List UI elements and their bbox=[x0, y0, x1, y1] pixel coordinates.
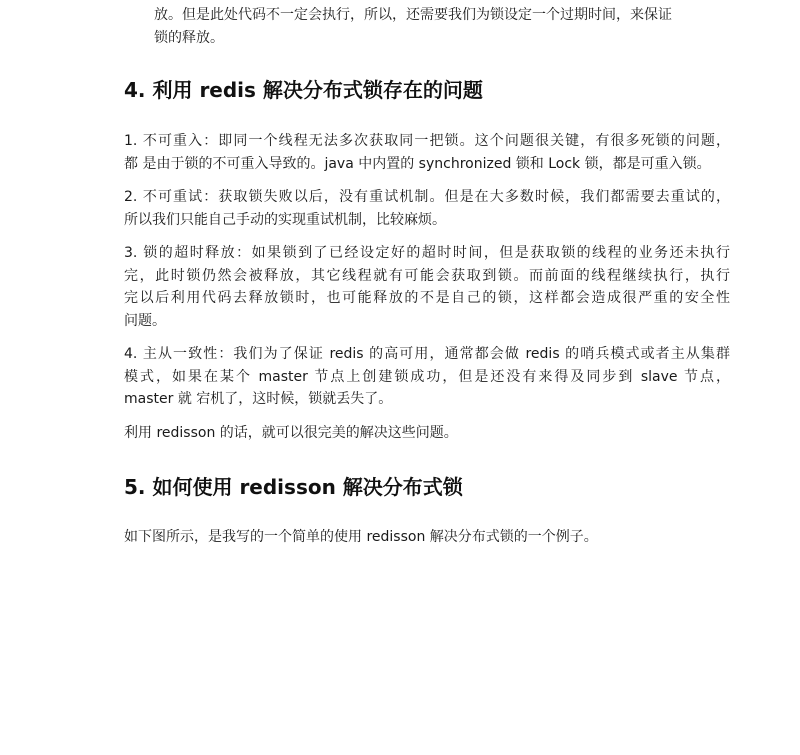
issue-line: 完，此时锁仍然会被释放，其它线程就有可能会获取到锁。而前面的线程继续执行，执行 bbox=[124, 267, 730, 284]
issue-item-4 bbox=[124, 343, 730, 411]
issue-line: 问题。 bbox=[124, 312, 166, 329]
issue-line: master 就 宕机了，这时候，锁就丢失了。 bbox=[124, 391, 393, 407]
section-4-conclusion bbox=[124, 422, 730, 445]
issue-item-3 bbox=[124, 242, 730, 332]
issue-line: 所以我们只能自己手动的实现重试机制，比较麻烦。 bbox=[124, 211, 446, 228]
section-4-heading: 4. 利用 redis 解决分布式锁存在的问题 bbox=[124, 78, 483, 102]
intro-paragraph bbox=[154, 4, 730, 50]
issue-line: 3. 锁的超时释放：如果锁到了已经设定好的超时时间，但是获取锁的线程的业务还未执行 bbox=[124, 245, 730, 261]
issue-line: 模式，如果在某个 master 节点上创建锁成功，但是还没有来得及同步到 slave 节点， bbox=[124, 368, 730, 385]
intro-line: 放。但是此处代码不一定会执行，所以，还需要我们为锁设定一个过期时间，来保证 bbox=[154, 7, 672, 23]
intro-line: 锁的释放。 bbox=[154, 30, 224, 46]
section-5-line: 如下图所示，是我写的一个简单的使用 redisson 解决分布式锁的一个例子。 bbox=[124, 529, 598, 545]
issue-item-1 bbox=[124, 130, 730, 175]
issue-item-2 bbox=[124, 186, 730, 231]
issue-line: 1. 不可重入：即同一个线程无法多次获取同一把锁。这个问题很关键，有很多死锁的问题， bbox=[124, 133, 730, 149]
issue-line: 都 是由于锁的不可重入导致的。java 中内置的 synchronized 锁和 Lock 锁，都是可重入锁。 bbox=[124, 155, 711, 172]
section-5-text bbox=[124, 526, 730, 549]
issue-line: 完以后利用代码去释放锁时，也可能释放的不是自己的锁，这样都会造成很严重的安全性 bbox=[124, 290, 730, 306]
issue-line: 2. 不可重试：获取锁失败以后，没有重试机制。但是在大多数时候，我们都需要去重试的， bbox=[124, 189, 730, 205]
section-5-heading: 5. 如何使用 redisson 解决分布式锁 bbox=[124, 475, 463, 499]
conclusion-line: 利用 redisson 的话，就可以很完美的解决这些问题。 bbox=[124, 425, 458, 441]
issue-line: 4. 主从一致性：我们为了保证 redis 的高可用，通常都会做 redis 的哨兵模式或者主从集群 bbox=[124, 346, 730, 362]
